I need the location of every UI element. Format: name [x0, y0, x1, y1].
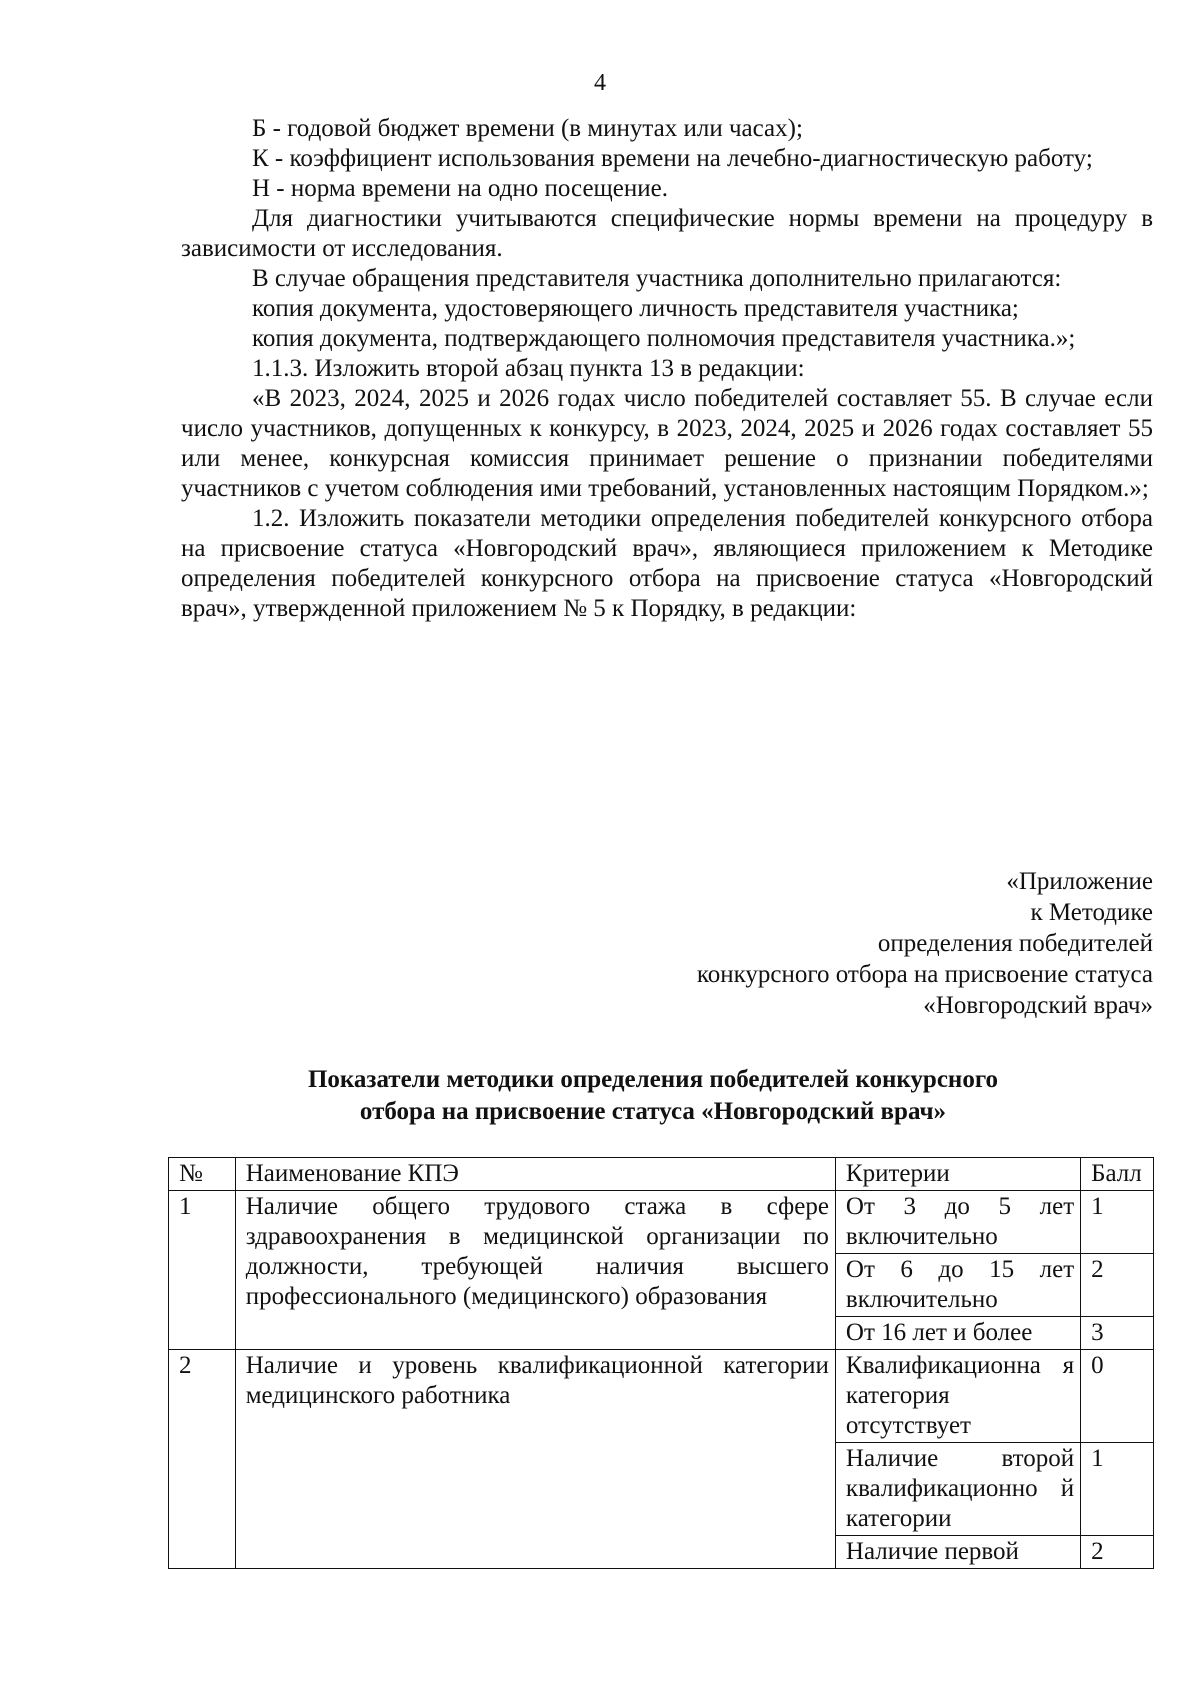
criteria-cell: Наличие второй квалификационно й категории	[835, 1443, 1080, 1536]
table-title-line: отбора на присвоение статуса «Новгородский врач»	[359, 1098, 947, 1125]
appendix-line: к Методике	[1030, 899, 1153, 926]
row-number: 2	[169, 1350, 236, 1569]
score-cell: 3	[1081, 1317, 1154, 1350]
appendix-line: «Приложение	[1006, 868, 1153, 895]
score-cell: 1	[1081, 1191, 1154, 1254]
kpi-name: Наличие общего трудового стажа в сфере здравоохранения в медицинской организации по должности, требующей наличия высшего профессионального (медицинского) образования	[235, 1191, 835, 1350]
header-name: Наименование КПЭ	[235, 1158, 835, 1191]
score-cell: 0	[1081, 1350, 1154, 1443]
header-criteria: Критерии	[835, 1158, 1080, 1191]
score-cell: 2	[1081, 1254, 1154, 1317]
table-title	[0, 1064, 1200, 1128]
paragraph: 1.1.3. Изложить второй абзац пункта 13 в редакции:	[252, 355, 805, 382]
header-no: №	[169, 1158, 236, 1191]
paragraph: Н - норма времени на одно посещение.	[252, 175, 669, 202]
score-cell: 2	[1081, 1536, 1154, 1569]
paragraph: Б - годовой бюджет времени (в минутах или часах);	[252, 115, 803, 142]
paragraph: копия документа, удостоверяющего личность представителя участника;	[252, 295, 1019, 322]
paragraph: копия документа, подтверждающего полномочия представителя участника.»;	[252, 325, 1076, 352]
appendix-line: «Новгородский врач»	[923, 992, 1153, 1019]
appendix-line: конкурсного отбора на присвоение статуса	[696, 961, 1153, 988]
body-text	[181, 114, 1153, 624]
kpi-table	[168, 1157, 1154, 1569]
paragraph: «В 2023, 2024, 2025 и 2026 годах число победителей составляет 55. В случае если число участников, допущенных к конкурсу, в 2023, 2024, 2025 и 2026 годах составляет 55 или менее, конкурсная комиссия принимает решение о признании победителями участников с учетом соблюдения ими требований, установленных настоящим Порядком.»;	[181, 385, 1153, 502]
paragraph: Для диагностики учитываются специфические нормы времени на процедуру в зависимости от исследования.	[181, 205, 1153, 262]
criteria-cell: От 3 до 5 лет включительно	[835, 1191, 1080, 1254]
appendix-heading	[697, 866, 1153, 1021]
score-cell: 1	[1081, 1443, 1154, 1536]
criteria-cell: От 6 до 15 лет включительно	[835, 1254, 1080, 1317]
paragraph: К - коэффициент использования времени на лечебно-диагностическую работу;	[252, 145, 1093, 172]
criteria-cell: Квалификационна я категория отсутствует	[835, 1350, 1080, 1443]
criteria-cell: От 16 лет и более	[835, 1317, 1080, 1350]
table-title-line: Показатели методики определения победителей конкурсного	[307, 1066, 999, 1093]
table-row	[169, 1350, 1154, 1443]
table-header-row	[169, 1158, 1154, 1191]
header-score: Балл	[1081, 1158, 1154, 1191]
row-number: 1	[169, 1191, 236, 1350]
appendix-line: определения победителей	[877, 930, 1153, 957]
table-row	[169, 1191, 1154, 1254]
paragraph: 1.2. Изложить показатели методики определения победителей конкурсного отбора на присвоение статуса «Новгородский врач», являющиеся приложением к Методике определения победителей конкурсного отбора на присвоение статуса «Новгородский врач», утвержденной приложением № 5 к Порядку, в редакции:	[181, 505, 1153, 622]
criteria-cell: Наличие первой	[835, 1536, 1080, 1569]
page-number: 4	[594, 70, 606, 96]
kpi-name: Наличие и уровень квалификационной категории медицинского работника	[235, 1350, 835, 1569]
paragraph: В случае обращения представителя участника дополнительно прилагаются:	[252, 265, 1062, 292]
